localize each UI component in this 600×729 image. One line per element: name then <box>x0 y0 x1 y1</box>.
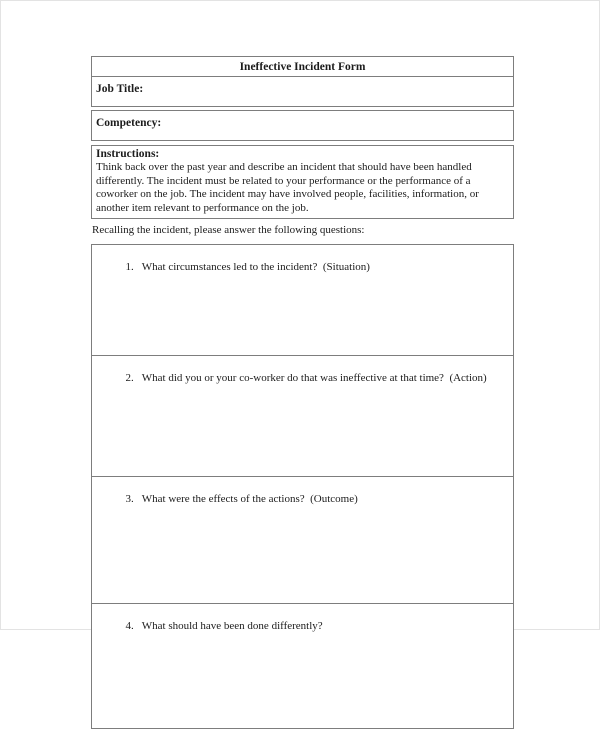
instructions-label: Instructions: <box>96 148 160 160</box>
questions-table <box>91 244 514 729</box>
question-4-answer-area[interactable] <box>92 648 513 728</box>
question-4-label <box>92 604 513 648</box>
job-title-label: Job Title: <box>96 83 144 95</box>
instructions-box <box>91 145 514 219</box>
question-2-number: 2. <box>125 372 134 384</box>
job-title-row <box>92 77 513 106</box>
competency-label: Competency: <box>96 117 162 129</box>
question-1-answer-area[interactable] <box>92 289 513 355</box>
instructions-text: Think back over the past year and describe an incident that should have been handled differently. The incident must be related to your performance or the performance of a coworker on the job. The incident may have involved people, facilities, information, or another item relevant to performance on the job. <box>96 161 479 214</box>
question-4-number: 4. <box>125 620 134 632</box>
competency-box <box>91 110 514 141</box>
question-row-4 <box>92 604 513 728</box>
question-row-1 <box>92 245 513 356</box>
question-row-3 <box>92 477 513 604</box>
question-3-label <box>92 477 513 521</box>
question-1-text: What circumstances led to the incident? (Situation) <box>141 261 370 273</box>
question-3-number: 3. <box>125 493 134 505</box>
question-3-answer-area[interactable] <box>92 521 513 603</box>
form-content <box>91 56 514 729</box>
question-1-label <box>92 245 513 289</box>
question-3-text: What were the effects of the actions? (Outcome) <box>141 493 358 505</box>
form-title: Ineffective Incident Form <box>92 57 513 77</box>
question-row-2 <box>92 356 513 477</box>
question-2-answer-area[interactable] <box>92 400 513 476</box>
question-1-number: 1. <box>125 261 134 273</box>
question-2-text: What did you or your co-worker do that was ineffective at that time? (Action) <box>141 372 487 384</box>
question-4-text: What should have been done differently? <box>141 620 323 632</box>
recalling-prompt: Recalling the incident, please answer the following questions: <box>92 224 365 236</box>
header-table <box>91 56 514 107</box>
question-2-label <box>92 356 513 400</box>
